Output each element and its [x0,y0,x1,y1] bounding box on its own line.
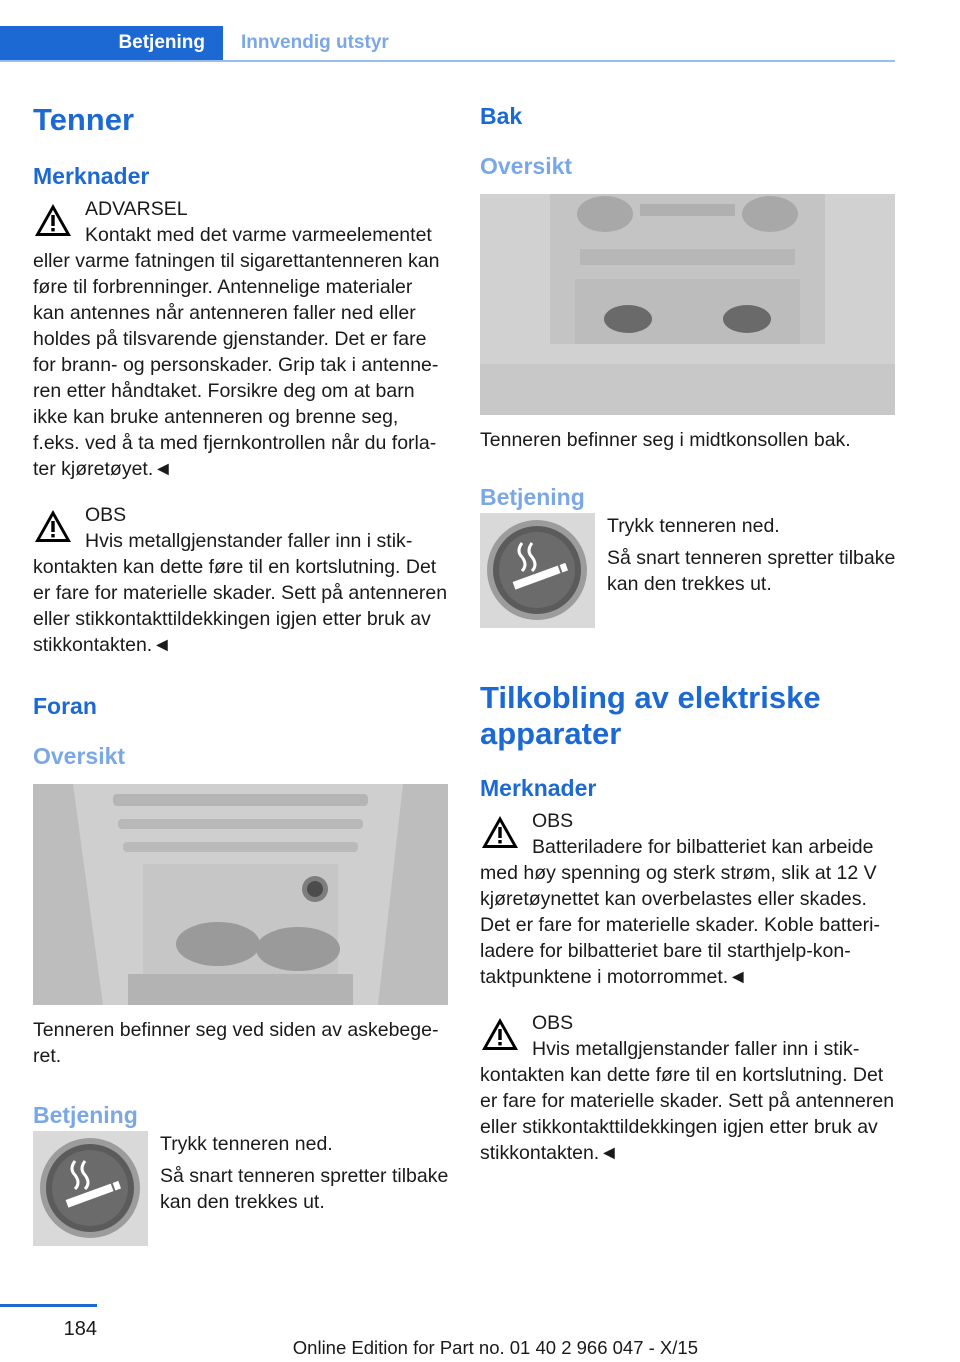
section-title-tenner: Tenner [33,102,135,137]
warning-text: Hvis metallgjenstander faller inn i stikkontakten kan dette føre til en kortslutning. Det er fare for materielle skader. Sett på antenneren eller stikkontakttildekkingen igjen etter bruk av stikkontakten.◄ [480,1038,895,1164]
warning-label: OBS [85,504,127,526]
right-column [480,92,896,1166]
warning-text: Hvis metallgjenstander faller inn i stikkontakten kan dette føre til en kortslutning. Det er fare for materielle skader. Sett på antenneren eller stikkontakttildekkingen igjen etter bruk av stikkontakten.◄ [33,530,448,656]
warning-obs [480,1010,896,1166]
notes-heading: Merknader [33,163,150,189]
overview-heading: Oversikt [480,153,573,179]
operation-step-2: Så snart tenneren spretter tilbake kan den trekkes ut. [160,1165,449,1213]
rear-heading: Bak [480,103,523,129]
warning-triangle-icon [33,506,73,546]
warning-triangle-icon [480,812,520,852]
warning-text: Batteriladere for bilbatteriet kan arbeide med høy spenning og sterk strøm, slik at 12 V kjøretøynettet kan overbelastes eller skades. Det er fare for materielle skader. Koble batteriladere for bilbatteriet bare til starthjelp-kontaktpunktene i motorrommet.◄ [480,836,880,988]
tab-betjening: Betjening [0,26,223,60]
warning-label: ADVARSEL [85,198,188,220]
page-header [0,0,960,62]
section-title-tilkobling: Tilkobling av elektriske apparater [480,680,821,751]
edition-text: Online Edition for Part no. 01 40 2 966 047 - X/15 [292,1337,698,1358]
cigarette-lighter-icon [33,1131,148,1246]
operation-heading: Betjening [480,484,585,510]
operation-step-2: Så snart tenneren spretter tilbake kan den trekkes ut. [607,547,896,595]
front-heading: Foran [33,693,97,719]
warning-triangle-icon [480,1014,520,1054]
front-caption: Tenneren befinner seg ved siden av askebegeret. [33,1019,439,1067]
left-column [33,92,449,1246]
page-number: 184 [63,1318,97,1340]
rear-console-illustration [480,194,895,415]
warning-obs [33,502,449,658]
footer-divider [0,1304,97,1307]
operation-block [480,513,896,597]
rear-console-image [480,194,895,415]
warning-advarsel [33,196,449,482]
overview-heading: Oversikt [33,743,126,769]
front-console-illustration [33,784,448,1005]
tab-innvendig-utstyr: Innvendig utstyr [241,32,389,53]
cigarette-lighter-icon [480,513,595,628]
rear-caption: Tenneren befinner seg i midtkonsollen bak. [480,429,851,451]
operation-heading: Betjening [33,1102,138,1128]
notes-heading: Merknader [480,775,597,801]
warning-label: OBS [532,810,574,832]
operation-step-1: Trykk tenneren ned. [160,1133,333,1155]
warning-obs [480,808,896,990]
front-console-image [33,784,448,1005]
warning-label: OBS [532,1012,574,1034]
operation-block [33,1131,449,1215]
operation-step-1: Trykk tenneren ned. [607,515,780,537]
warning-text: Kontakt med det varme varmeelementet eller varme fatningen til sigarettantenneren kan føre til forbrenninger. Antennelige materialer kan antennes når antenneren faller ned eller holdes på tilsvarende gjenstander. Det er fare for brann- og personskader. Grip tak i antenneren etter håndtaket. Forsikre deg om at barn ikke kan bruke antenneren og brenne seg, f.eks. ved å ta med fjernkontrollen når du forlater kjøretøyet.◄ [33,224,440,480]
header-divider [0,60,895,62]
warning-triangle-icon [33,200,73,240]
